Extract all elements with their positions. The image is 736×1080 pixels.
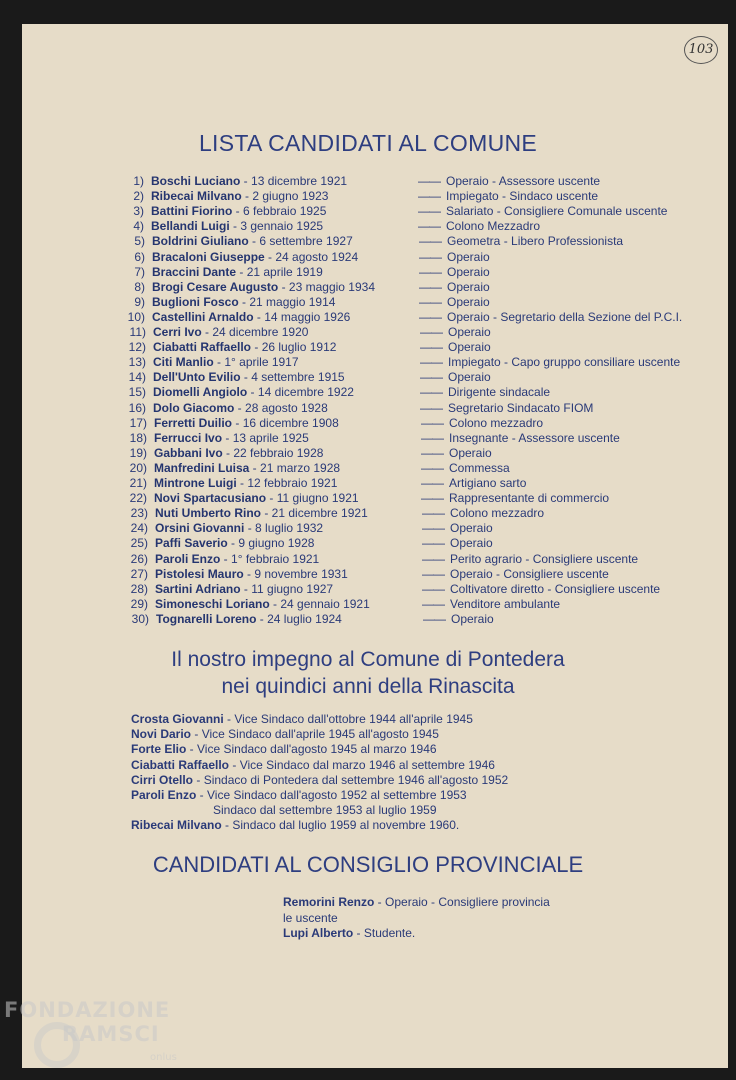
list-title: LISTA CANDIDATI AL COMUNE <box>198 130 538 156</box>
candidate-role-text: Colono Mezzadro <box>446 219 541 234</box>
candidate-role-text: Operaio <box>447 294 490 309</box>
candidate-role: —— Geometra - Libero Professionista <box>419 234 624 249</box>
history-text: Vice Sindaco dall'aprile 1945 all'agosto 1945 <box>201 727 439 742</box>
candidate-number: 19) <box>129 445 147 460</box>
candidate-name: Tognarelli Loreno <box>156 611 257 626</box>
candidate-name: Cerri Ivo <box>153 325 202 339</box>
candidate-name: Nuti Umberto Rino <box>155 506 261 521</box>
candidate-number: 23) <box>130 506 148 521</box>
candidate-role-text: Operaio <box>448 325 491 339</box>
candidate-birth-date: 23 maggio 1934 <box>288 279 375 294</box>
candidate-birth-date: 11 giugno 1921 <box>276 491 359 506</box>
candidate-number: 8) <box>134 279 145 294</box>
candidate-name-birth: Pistolesi Mauro - 9 novembre 1931 <box>155 566 348 581</box>
candidate-birth-date: 22 febbraio 1928 <box>233 445 324 460</box>
candidate-name: Simoneschi Loriano <box>155 596 270 611</box>
candidate-name-birth: Orsini Giovanni - 8 luglio 1932 <box>155 521 324 536</box>
candidate-name-birth: Boldrini Giuliano - 6 settembre 1927 <box>152 234 353 249</box>
candidate-role: —— Operaio <box>420 325 491 339</box>
candidate-number: 15) <box>128 385 146 400</box>
history-item: Novi Dario - Vice Sindaco dall'aprile 1945 all'agosto 1945 <box>131 727 439 742</box>
candidate-number: 24) <box>130 521 148 536</box>
candidate-role-text: Operaio <box>447 264 490 279</box>
candidate-name-birth: Simoneschi Loriano - 24 gennaio 1921 <box>155 596 370 611</box>
candidate-role: —— Impiegato - Sindaco uscente <box>418 189 599 204</box>
provincial-name: Remorini Renzo <box>283 895 375 909</box>
candidate-name-birth: Dolo Giacomo - 28 agosto 1928 <box>153 400 328 415</box>
candidate-role-text: Impiegato - Capo gruppo consiliare uscente <box>448 355 681 370</box>
candidate-name: Boschi Luciano <box>151 174 241 188</box>
candidate-name: Gabbani Ivo <box>154 445 223 460</box>
candidate-role: —— Impiegato - Capo gruppo consiliare uscente <box>420 355 681 370</box>
candidate-role-text: Operaio <box>449 445 492 460</box>
history-item: Crosta Giovanni - Vice Sindaco dall'ottobre 1944 all'aprile 1945 <box>131 712 473 726</box>
candidate-birth-date: 21 aprile 1919 <box>246 264 323 279</box>
candidate-number: 30) <box>131 611 149 626</box>
candidate-role: —— Operaio <box>419 264 490 279</box>
commitment-title-line1: Il nostro impegno al Comune di Pontedera <box>171 648 565 671</box>
candidate-role: —— Insegnante - Assessore uscente <box>421 430 620 445</box>
candidate-name: Ferrucci Ivo <box>154 430 223 445</box>
candidate-number: 18) <box>129 430 147 445</box>
candidate-role: —— Rappresentante di commercio <box>421 491 610 506</box>
history-text: Vice Sindaco dal marzo 1946 al settembre 1946 <box>239 757 495 772</box>
candidate-name-birth: Battini Fiorino - 6 febbraio 1925 <box>151 204 327 219</box>
candidate-role-text: Dirigente sindacale <box>448 385 551 400</box>
candidate-name-birth: Mintrone Luigi - 12 febbraio 1921 <box>154 476 338 490</box>
provincial-text: le uscente <box>283 910 338 925</box>
candidate-birth-date: 28 agosto 1928 <box>245 400 328 415</box>
candidate-birth-date: 24 gennaio 1921 <box>280 596 370 611</box>
history-item: Cirri Otello - Sindaco di Pontedera dal settembre 1946 all'agosto 1952 <box>131 772 509 787</box>
candidate-role-text: Operaio <box>450 536 493 551</box>
history-text: Vice Sindaco dall'agosto 1952 al settembre 1953 <box>207 788 467 802</box>
candidate-name: Dolo Giacomo <box>153 400 235 415</box>
candidate-role-text: Venditore ambulante <box>450 596 561 611</box>
candidate-role: —— Artigiano sarto <box>421 476 527 490</box>
candidate-number: 20) <box>129 460 147 475</box>
candidate-role: —— Venditore ambulante <box>422 596 561 611</box>
candidate-name: Pistolesi Mauro <box>155 566 244 581</box>
candidate-role-text: Impiegato - Sindaco uscente <box>446 189 599 204</box>
candidate-role: —— Operaio - Consigliere uscente <box>422 566 609 581</box>
candidate-name-birth: Manfredini Luisa - 21 marzo 1928 <box>154 460 341 475</box>
candidate-birth-date: 9 giugno 1928 <box>238 536 315 551</box>
candidate-name: Mintrone Luigi <box>154 476 237 490</box>
candidate-number: 5) <box>134 234 145 249</box>
watermark-logo <box>4 998 204 1078</box>
candidate-name: Paffi Saverio <box>155 536 228 551</box>
candidate-number: 14) <box>128 370 146 385</box>
candidate-role-text: Operaio <box>450 521 493 536</box>
candidate-name: Citi Manlio <box>153 355 214 370</box>
history-name: Cirri Otello <box>131 772 194 787</box>
candidate-name: Buglioni Fosco <box>152 294 239 309</box>
candidate-name-birth: Ribecai Milvano - 2 giugno 1923 <box>151 189 329 204</box>
candidate-role-text: Colono mezzadro <box>449 415 544 430</box>
history-item: Paroli Enzo - Vice Sindaco dall'agosto 1952 al settembre 1953 <box>131 788 467 802</box>
history-text: Sindaco dal luglio 1959 al novembre 1960. <box>232 818 460 833</box>
candidate-role: —— Commessa <box>421 460 510 475</box>
candidate-role: —— Operaio - Segretario della Sezione del P.C.I. <box>419 309 683 324</box>
candidate-name: Ferretti Duilio <box>154 415 233 430</box>
candidate-role: —— Operaio <box>420 340 491 355</box>
candidate-role: —— Operaio <box>420 370 491 385</box>
commitment-title <box>0 646 736 700</box>
candidate-name-birth: Gabbani Ivo - 22 febbraio 1928 <box>154 445 324 460</box>
candidate-name-birth: Ciabatti Raffaello - 26 luglio 1912 <box>153 340 337 355</box>
history-text: Sindaco di Pontedera dal settembre 1946 all'agosto 1952 <box>203 772 509 787</box>
candidate-birth-date: 11 giugno 1927 <box>251 581 334 596</box>
candidate-name: Manfredini Luisa <box>154 460 250 475</box>
provincial-item: Remorini Renzo - Operaio - Consigliere provincia <box>283 895 550 909</box>
history-item: Ribecai Milvano - Sindaco dal luglio 1959 al novembre 1960. <box>131 818 460 833</box>
candidate-role-text: Perito agrario - Consigliere uscente <box>450 551 639 566</box>
candidate-birth-date: 12 febbraio 1921 <box>247 476 338 490</box>
candidate-role-text: Operaio <box>448 370 491 385</box>
candidate-number: 22) <box>129 491 147 506</box>
candidate-name: Paroli Enzo <box>155 551 221 566</box>
candidate-role: —— Operaio <box>422 536 493 551</box>
candidate-role-text: Operaio - Segretario della Sezione del P.C.I. <box>447 309 683 324</box>
candidate-role: —— Segretario Sindacato FIOM <box>420 400 594 415</box>
candidate-birth-date: 1° febbraio 1921 <box>231 551 320 566</box>
candidate-name: Ribecai Milvano <box>151 189 242 204</box>
candidate-role-text: Colono mezzadro <box>450 506 545 521</box>
candidate-birth-date: 6 settembre 1927 <box>259 234 353 249</box>
candidate-number: 2) <box>133 189 144 204</box>
candidate-birth-date: 24 dicembre 1920 <box>212 325 309 339</box>
candidate-name-birth: Castellini Arnaldo - 14 maggio 1926 <box>152 309 351 324</box>
candidate-name: Bellandi Luigi <box>151 219 230 234</box>
candidate-role: —— Operaio <box>419 279 490 294</box>
candidate-role-text: Commessa <box>449 460 510 475</box>
candidate-name: Boldrini Giuliano <box>152 234 249 249</box>
candidate-name: Orsini Giovanni <box>155 521 245 536</box>
candidate-name-birth: Boschi Luciano - 13 dicembre 1921 <box>151 174 348 188</box>
candidate-birth-date: 14 dicembre 1922 <box>257 385 354 400</box>
candidate-number: 11) <box>129 325 146 339</box>
candidate-role: —— Salariato - Consigliere Comunale uscente <box>418 204 668 219</box>
watermark-line2: RAMSCI <box>62 1022 160 1046</box>
candidate-birth-date: 16 dicembre 1908 <box>242 415 339 430</box>
candidate-role: —— Dirigente sindacale <box>420 385 551 400</box>
candidate-number: 29) <box>130 596 148 611</box>
candidate-birth-date: 9 novembre 1931 <box>254 566 348 581</box>
candidate-number: 4) <box>133 219 144 234</box>
provincial-title: CANDIDATI AL CONSIGLIO PROVINCIALE <box>152 852 584 877</box>
candidate-role: —— Operaio <box>419 294 490 309</box>
candidate-name-birth: Diomelli Angiolo - 14 dicembre 1922 <box>153 385 354 400</box>
history-text: Sindaco dal settembre 1953 al luglio 1959 <box>213 803 437 818</box>
candidate-name-birth: Buglioni Fosco - 21 maggio 1914 <box>152 294 336 309</box>
candidate-number: 3) <box>133 204 144 219</box>
candidate-name: Battini Fiorino <box>151 204 233 219</box>
candidate-name-birth: Ferretti Duilio - 16 dicembre 1908 <box>154 415 339 430</box>
candidate-name: Bracaloni Giuseppe <box>152 249 265 264</box>
candidate-name: Dell'Unto Evilio <box>153 370 241 385</box>
candidate-birth-date: 6 febbraio 1925 <box>243 204 327 219</box>
history-text: Vice Sindaco dall'agosto 1945 al marzo 1946 <box>197 742 437 757</box>
candidate-name-birth: Bellandi Luigi - 3 gennaio 1925 <box>151 219 324 234</box>
history-item <box>213 803 437 818</box>
candidate-name-birth: Paffi Saverio - 9 giugno 1928 <box>155 536 315 551</box>
candidate-birth-date: 3 gennaio 1925 <box>240 219 324 234</box>
candidate-name: Diomelli Angiolo <box>153 385 248 400</box>
candidate-name: Novi Spartacusiano <box>154 491 267 506</box>
candidate-birth-date: 4 settembre 1915 <box>251 370 345 385</box>
candidate-birth-date: 21 marzo 1928 <box>260 460 341 475</box>
history-item: Forte Elio - Vice Sindaco dall'agosto 1945 al marzo 1946 <box>131 742 437 757</box>
candidate-name-birth: Brogi Cesare Augusto - 23 maggio 1934 <box>152 279 375 294</box>
candidate-number: 17) <box>129 415 147 430</box>
candidate-name-birth: Nuti Umberto Rino - 21 dicembre 1921 <box>155 506 368 521</box>
candidate-role-text: Operaio <box>447 249 490 264</box>
candidate-role-text: Geometra - Libero Professionista <box>447 234 624 249</box>
candidate-name-birth: Braccini Dante - 21 aprile 1919 <box>152 264 323 279</box>
history-name: Ribecai Milvano <box>131 818 222 833</box>
candidate-role-text: Operaio - Assessore uscente <box>446 174 601 188</box>
candidate-role: —— Operaio <box>419 249 490 264</box>
candidate-number: 16) <box>128 400 146 415</box>
candidate-birth-date: 26 luglio 1912 <box>261 340 337 355</box>
candidate-name: Ciabatti Raffaello <box>153 340 252 355</box>
candidate-birth-date: 24 agosto 1924 <box>275 249 359 264</box>
candidate-role-text: Insegnante - Assessore uscente <box>449 430 620 445</box>
provincial-text: Studente. <box>363 926 416 940</box>
candidate-role-text: Salariato - Consigliere Comunale uscente <box>446 204 668 219</box>
candidate-role-text: Operaio <box>448 340 491 355</box>
candidate-number: 21) <box>129 476 147 490</box>
history-name: Ciabatti Raffaello <box>131 757 230 772</box>
candidate-number: 6) <box>134 249 145 264</box>
candidate-birth-date: 8 luglio 1932 <box>255 521 324 536</box>
candidate-number: 10) <box>127 309 145 324</box>
history-text: Vice Sindaco dall'ottobre 1944 all'aprile 1945 <box>234 712 473 726</box>
candidate-birth-date: 14 maggio 1926 <box>264 309 351 324</box>
provincial-text: Operaio - Consigliere provincia <box>385 895 550 909</box>
candidate-number: 13) <box>128 355 146 370</box>
candidate-role: —— Operaio <box>423 611 494 626</box>
candidate-number: 1) <box>133 174 144 188</box>
candidate-role-text: Segretario Sindacato FIOM <box>448 400 594 415</box>
commitment-title-line2: nei quindici anni della Rinascita <box>221 675 515 698</box>
candidate-name: Castellini Arnaldo <box>152 309 254 324</box>
candidate-name-birth: Tognarelli Loreno - 24 luglio 1924 <box>156 611 342 626</box>
candidate-role: —— Operaio <box>422 521 493 536</box>
candidate-name-birth: Novi Spartacusiano - 11 giugno 1921 <box>154 491 359 506</box>
candidate-name: Brogi Cesare Augusto <box>152 279 279 294</box>
candidate-role: —— Colono Mezzadro <box>418 219 541 234</box>
provincial-item: Lupi Alberto - Studente. <box>283 926 416 940</box>
candidate-number: 12) <box>128 340 146 355</box>
candidate-number: 7) <box>134 264 145 279</box>
candidate-role-text: Rappresentante di commercio <box>449 491 610 506</box>
candidate-name-birth: Cerri Ivo - 24 dicembre 1920 <box>153 325 309 339</box>
candidate-role: —— Operaio <box>421 445 492 460</box>
candidate-number: 25) <box>130 536 148 551</box>
candidate-birth-date: 13 dicembre 1921 <box>251 174 348 188</box>
candidate-role: —— Colono mezzadro <box>421 415 544 430</box>
candidate-birth-date: 21 maggio 1914 <box>249 294 336 309</box>
candidate-role: —— Colono mezzadro <box>422 506 545 521</box>
candidate-role-text: Operaio <box>451 611 494 626</box>
candidate-role-text: Artigiano sarto <box>449 476 527 490</box>
watermark-line3: onlus <box>150 1052 177 1063</box>
candidate-name-birth: Bracaloni Giuseppe - 24 agosto 1924 <box>152 249 359 264</box>
candidate-number: 9) <box>134 294 145 309</box>
history-name: Paroli Enzo <box>131 788 197 802</box>
candidate-role: —— Perito agrario - Consigliere uscente <box>422 551 639 566</box>
candidate-number: 27) <box>130 566 148 581</box>
candidate-name-birth: Dell'Unto Evilio - 4 settembre 1915 <box>153 370 345 385</box>
candidate-role: —— Coltivatore diretto - Consigliere uscente <box>422 581 661 596</box>
candidate-birth-date: 1° aprile 1917 <box>224 355 299 370</box>
candidate-role: —— Operaio - Assessore uscente <box>418 174 601 188</box>
history-name: Crosta Giovanni <box>131 712 224 726</box>
candidate-birth-date: 13 aprile 1925 <box>232 430 309 445</box>
history-item: Ciabatti Raffaello - Vice Sindaco dal marzo 1946 al settembre 1946 <box>131 757 495 772</box>
candidate-birth-date: 2 giugno 1923 <box>252 189 329 204</box>
page-number-stamp: 103 <box>684 36 718 64</box>
candidate-birth-date: 21 dicembre 1921 <box>271 506 368 521</box>
history-name: Forte Elio <box>131 742 187 757</box>
candidate-role-text: Operaio <box>447 279 490 294</box>
candidate-name-birth: Ferrucci Ivo - 13 aprile 1925 <box>154 430 309 445</box>
candidate-role-text: Coltivatore diretto - Consigliere uscente <box>450 581 661 596</box>
candidate-name-birth: Citi Manlio - 1° aprile 1917 <box>153 355 299 370</box>
candidate-number: 26) <box>130 551 148 566</box>
provincial-name: Lupi Alberto <box>283 926 354 940</box>
candidate-name: Braccini Dante <box>152 264 237 279</box>
watermark-line1: FONDAZIONE <box>4 998 171 1022</box>
history-name: Novi Dario <box>131 727 192 742</box>
candidate-name-birth: Paroli Enzo - 1° febbraio 1921 <box>155 551 320 566</box>
provincial-item <box>283 911 338 926</box>
candidate-birth-date: 24 luglio 1924 <box>267 611 342 626</box>
candidate-name: Sartini Adriano <box>155 581 241 596</box>
candidate-role-text: Operaio - Consigliere uscente <box>450 566 609 581</box>
candidate-name-birth: Sartini Adriano - 11 giugno 1927 <box>155 581 334 596</box>
candidate-number: 28) <box>130 581 148 596</box>
